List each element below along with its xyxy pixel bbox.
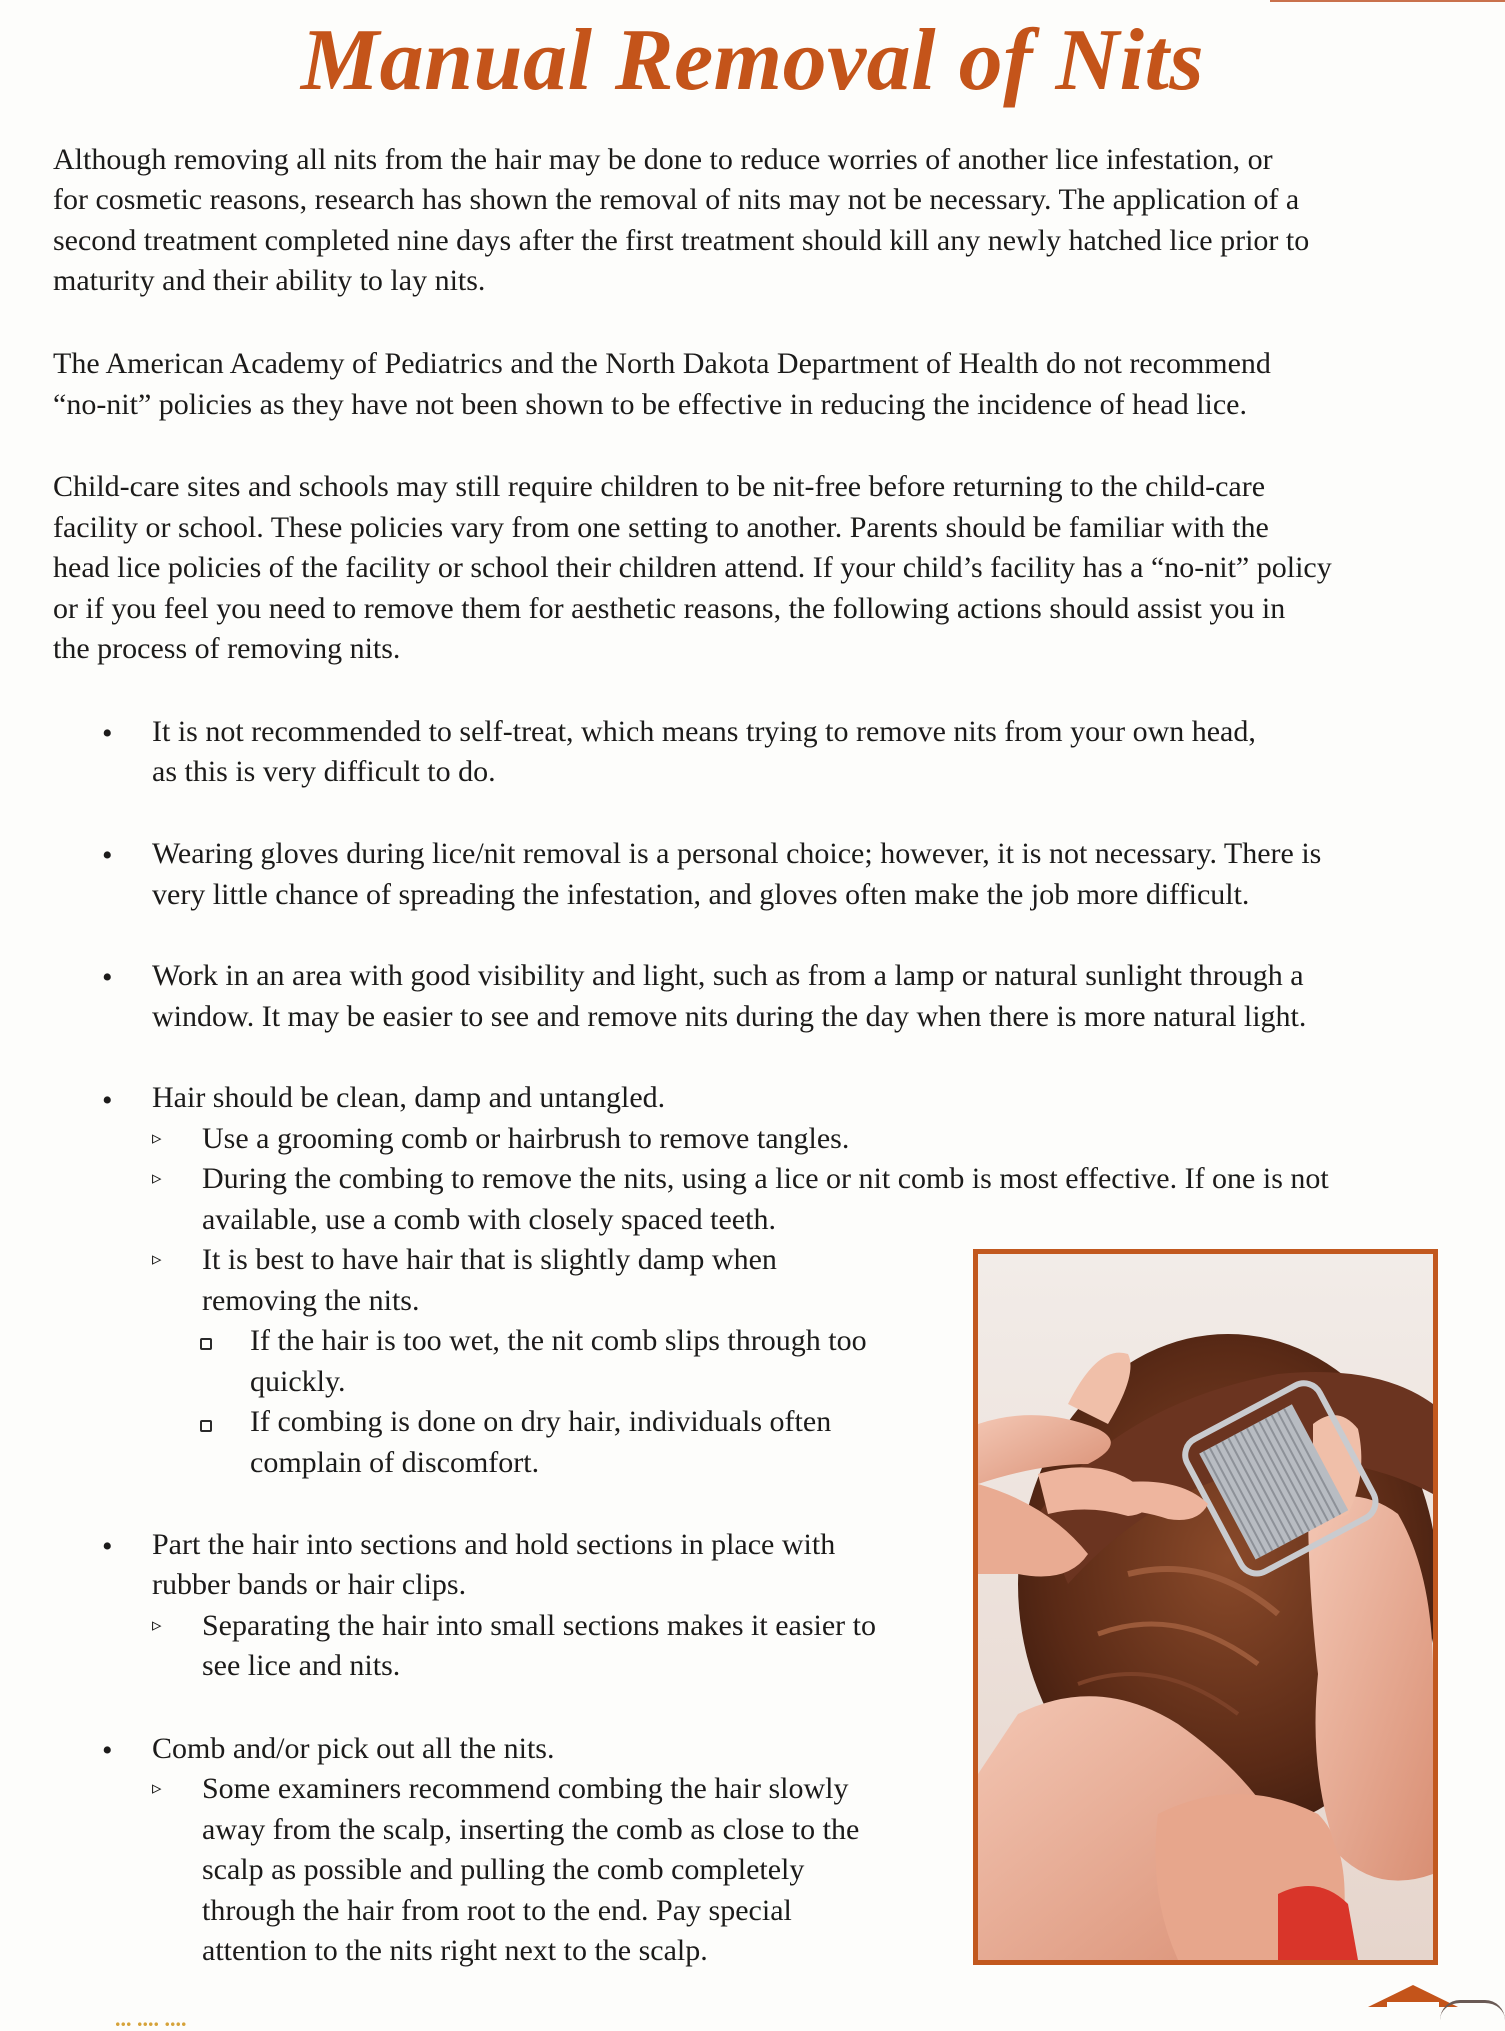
text-line: for cosmetic reasons, research has shown the removal of nits may not be necessary. The application of a	[53, 183, 1300, 216]
text-line: as this is very difficult to do.	[152, 755, 496, 788]
bullet-marker: •	[102, 961, 113, 994]
text-line: If combing is done on dry hair, individuals often	[250, 1405, 832, 1438]
corner-gap	[1387, 2002, 1439, 2017]
text-line: very little chance of spreading the infestation, and gloves often make the job more difficult.	[152, 878, 1250, 911]
sub-bullet-marker: ▹	[152, 1128, 162, 1149]
sub-bullet-marker: ▹	[152, 1615, 162, 1636]
text-line: Work in an area with good visibility and light, such as from a lamp or natural sunlight through a	[152, 959, 1304, 992]
top-rule	[1270, 0, 1505, 2]
text-line: The American Academy of Pediatrics and the North Dakota Department of Health do not recommend	[53, 347, 1271, 380]
text-line: rubber bands or hair clips.	[152, 1568, 467, 1601]
page-title: Manual Removal of Nits	[300, 12, 1205, 109]
text-line: through the hair from root to the end. Pay special	[202, 1894, 792, 1927]
text-line: or if you feel you need to remove them for aesthetic reasons, the following actions should assist you in	[53, 592, 1286, 625]
text-line: facility or school. These policies vary from one setting to another. Parents should be familiar with the	[53, 511, 1269, 544]
sub-bullet-marker: ▹	[152, 1168, 162, 1189]
text-line: complain of discomfort.	[250, 1446, 540, 1479]
square-bullet-marker	[200, 1338, 212, 1350]
text-line: Separating the hair into small sections makes it easier to	[202, 1609, 876, 1642]
text-line: away from the scalp, inserting the comb as close to the	[202, 1813, 860, 1846]
bullet-marker: •	[102, 839, 113, 872]
sub-bullet-marker: ▹	[152, 1778, 162, 1799]
text-line: maturity and their ability to lay nits.	[53, 264, 486, 297]
text-line: scalp as possible and pulling the comb completely	[202, 1853, 805, 1886]
text-line: see lice and nits.	[202, 1649, 401, 1682]
text-line: If the hair is too wet, the nit comb slips through too	[250, 1324, 867, 1357]
text-line: available, use a comb with closely spaced teeth.	[202, 1203, 776, 1236]
nit-combing-photo	[973, 1249, 1438, 1965]
text-line: removing the nits.	[202, 1284, 420, 1317]
sub-bullet-marker: ▹	[152, 1249, 162, 1270]
text-line: It is not recommended to self-treat, which means trying to remove nits from your own head,	[152, 715, 1256, 748]
text-line: Wearing gloves during lice/nit removal is a personal choice; however, it is not necessary. There is	[152, 837, 1322, 870]
page-curl	[1440, 2000, 1505, 2020]
text-line: the process of removing nits.	[53, 632, 401, 665]
bullet-marker: •	[102, 717, 113, 750]
bullet-marker: •	[102, 1084, 113, 1117]
text-line: head lice policies of the facility or school their children attend. If your child’s facility has a “no-nit” policy	[53, 551, 1332, 584]
text-line: Use a grooming comb or hairbrush to remove tangles.	[202, 1122, 850, 1155]
text-line: It is best to have hair that is slightly damp when	[202, 1243, 777, 1276]
text-line: second treatment completed nine days after the first treatment should kill any newly hatched lice prior to	[53, 224, 1310, 257]
footer-fragment: ... .... ....	[115, 2006, 187, 2031]
square-bullet-marker	[200, 1420, 212, 1432]
text-line: window. It may be easier to see and remove nits during the day when there is more natural light.	[152, 1000, 1307, 1033]
text-line: Comb and/or pick out all the nits.	[152, 1732, 555, 1765]
text-line: attention to the nits right next to the scalp.	[202, 1934, 708, 1967]
text-line: quickly.	[250, 1365, 346, 1398]
text-line: Part the hair into sections and hold sections in place with	[152, 1528, 836, 1561]
text-line: Some examiners recommend combing the hair slowly	[202, 1772, 849, 1805]
text-line: Although removing all nits from the hair may be done to reduce worries of another lice infestation, or	[53, 143, 1273, 176]
bullet-marker: •	[102, 1530, 113, 1563]
text-line: Child-care sites and schools may still require children to be nit-free before returning to the child-care	[53, 470, 1266, 503]
photo-illustration	[978, 1254, 1433, 1960]
text-line: “no-nit” policies as they have not been shown to be effective in reducing the incidence of head lice.	[53, 388, 1247, 421]
bullet-marker: •	[102, 1734, 113, 1767]
text-line: Hair should be clean, damp and untangled.	[152, 1081, 666, 1114]
text-line: During the combing to remove the nits, using a lice or nit comb is most effective. If one is not	[202, 1162, 1329, 1195]
